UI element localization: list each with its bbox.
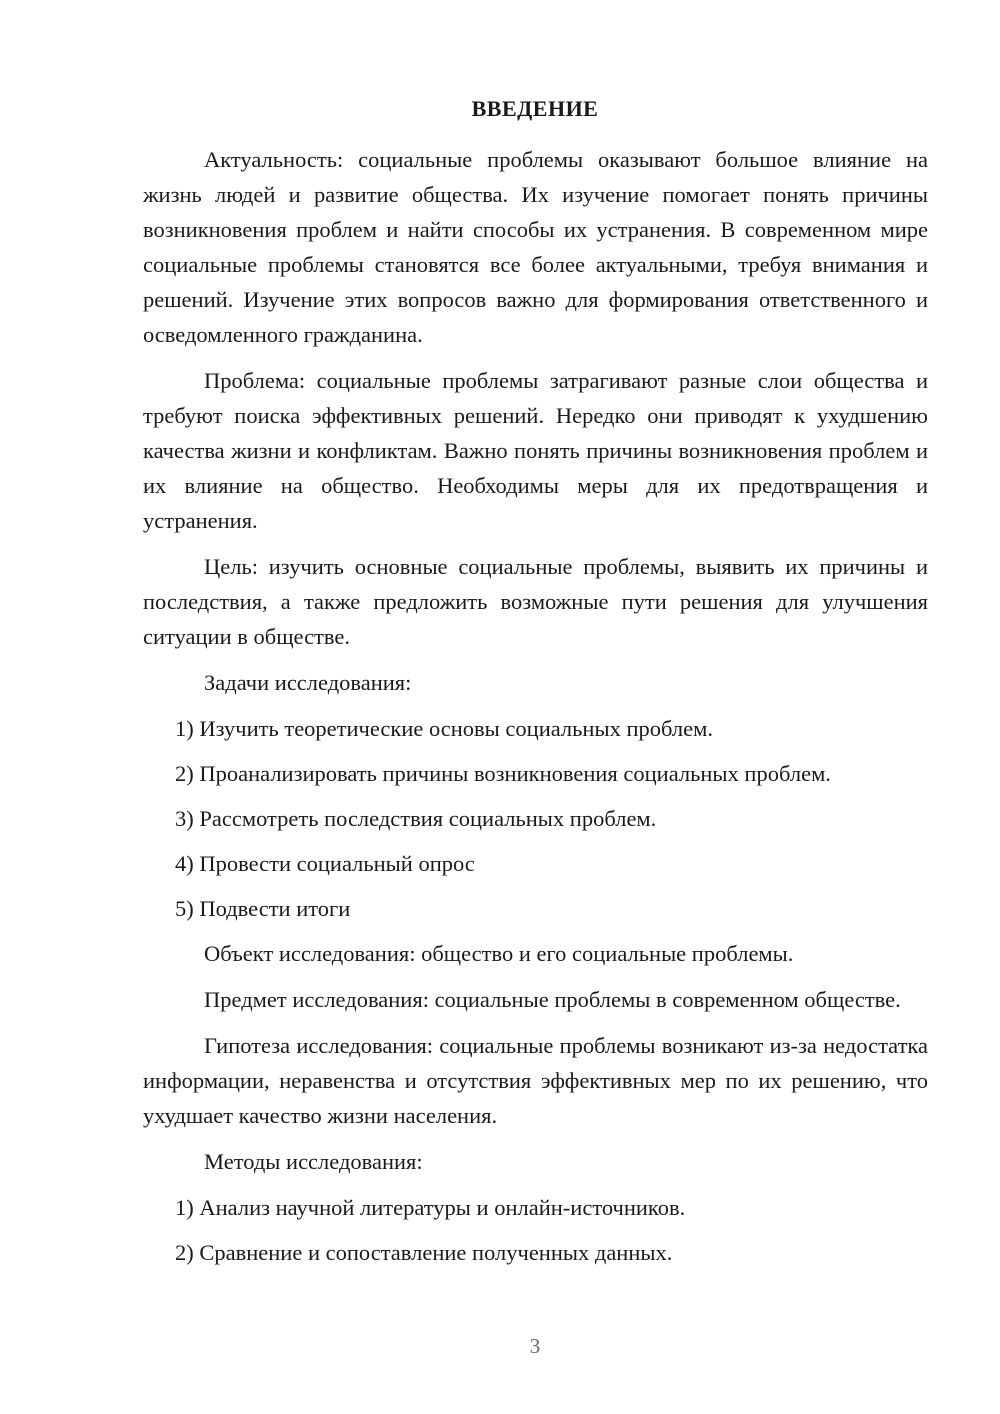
task-item-5: 5) Подвести итоги <box>175 896 351 921</box>
paragraph-relevance: Актуальность: социальные проблемы оказывают большое влияние на жизнь людей и развитие общества. Их изучение помогает понять причины возникновения проблем и найти способы их устранения. В современном мире социальные проблемы становятся все более актуальными, требуя внимания и решений. Изучение этих вопросов важно для формирования ответственного и осведомленного гражданина. <box>143 147 928 347</box>
task-item-1: 1) Изучить теоретические основы социальных проблем. <box>175 716 713 741</box>
page-title: ВВЕДЕНИЕ <box>471 96 599 121</box>
method-item-2: 2) Сравнение и сопоставление полученных данных. <box>175 1240 673 1265</box>
paragraph-hypothesis: Гипотеза исследования: социальные проблемы возникают из-за недостатка информации, неравенства и отсутствия эффективных мер по их решению, что ухудшает качество жизни населения. <box>143 1033 928 1128</box>
paragraph-object: Объект исследования: общество и его социальные проблемы. <box>204 941 794 966</box>
task-item-3: 3) Рассмотреть последствия социальных проблем. <box>175 806 657 831</box>
methods-heading: Методы исследования: <box>204 1149 423 1174</box>
paragraph-subject: Предмет исследования: социальные проблемы в современном обществе. <box>204 987 901 1012</box>
document-body <box>143 142 928 1280</box>
task-item-4: 4) Провести социальный опрос <box>175 851 475 876</box>
paragraph-problem: Проблема: социальные проблемы затрагивают разные слои общества и требуют поиска эффективных решений. Нередко они приводят к ухудшению качества жизни и конфликтам. Важно понять причины возникновения проблем и их влияние на общество. Необходимы меры для их предотвращения и устранения. <box>143 368 928 533</box>
method-item-1: 1) Анализ научной литературы и онлайн-источников. <box>175 1195 686 1220</box>
page-number: 3 <box>529 1334 541 1358</box>
tasks-heading: Задачи исследования: <box>204 670 412 695</box>
paragraph-goal: Цель: изучить основные социальные проблемы, выявить их причины и последствия, а также предложить возможные пути решения для улучшения ситуации в обществе. <box>143 554 928 649</box>
task-item-2: 2) Проанализировать причины возникновения социальных проблем. <box>175 761 831 786</box>
